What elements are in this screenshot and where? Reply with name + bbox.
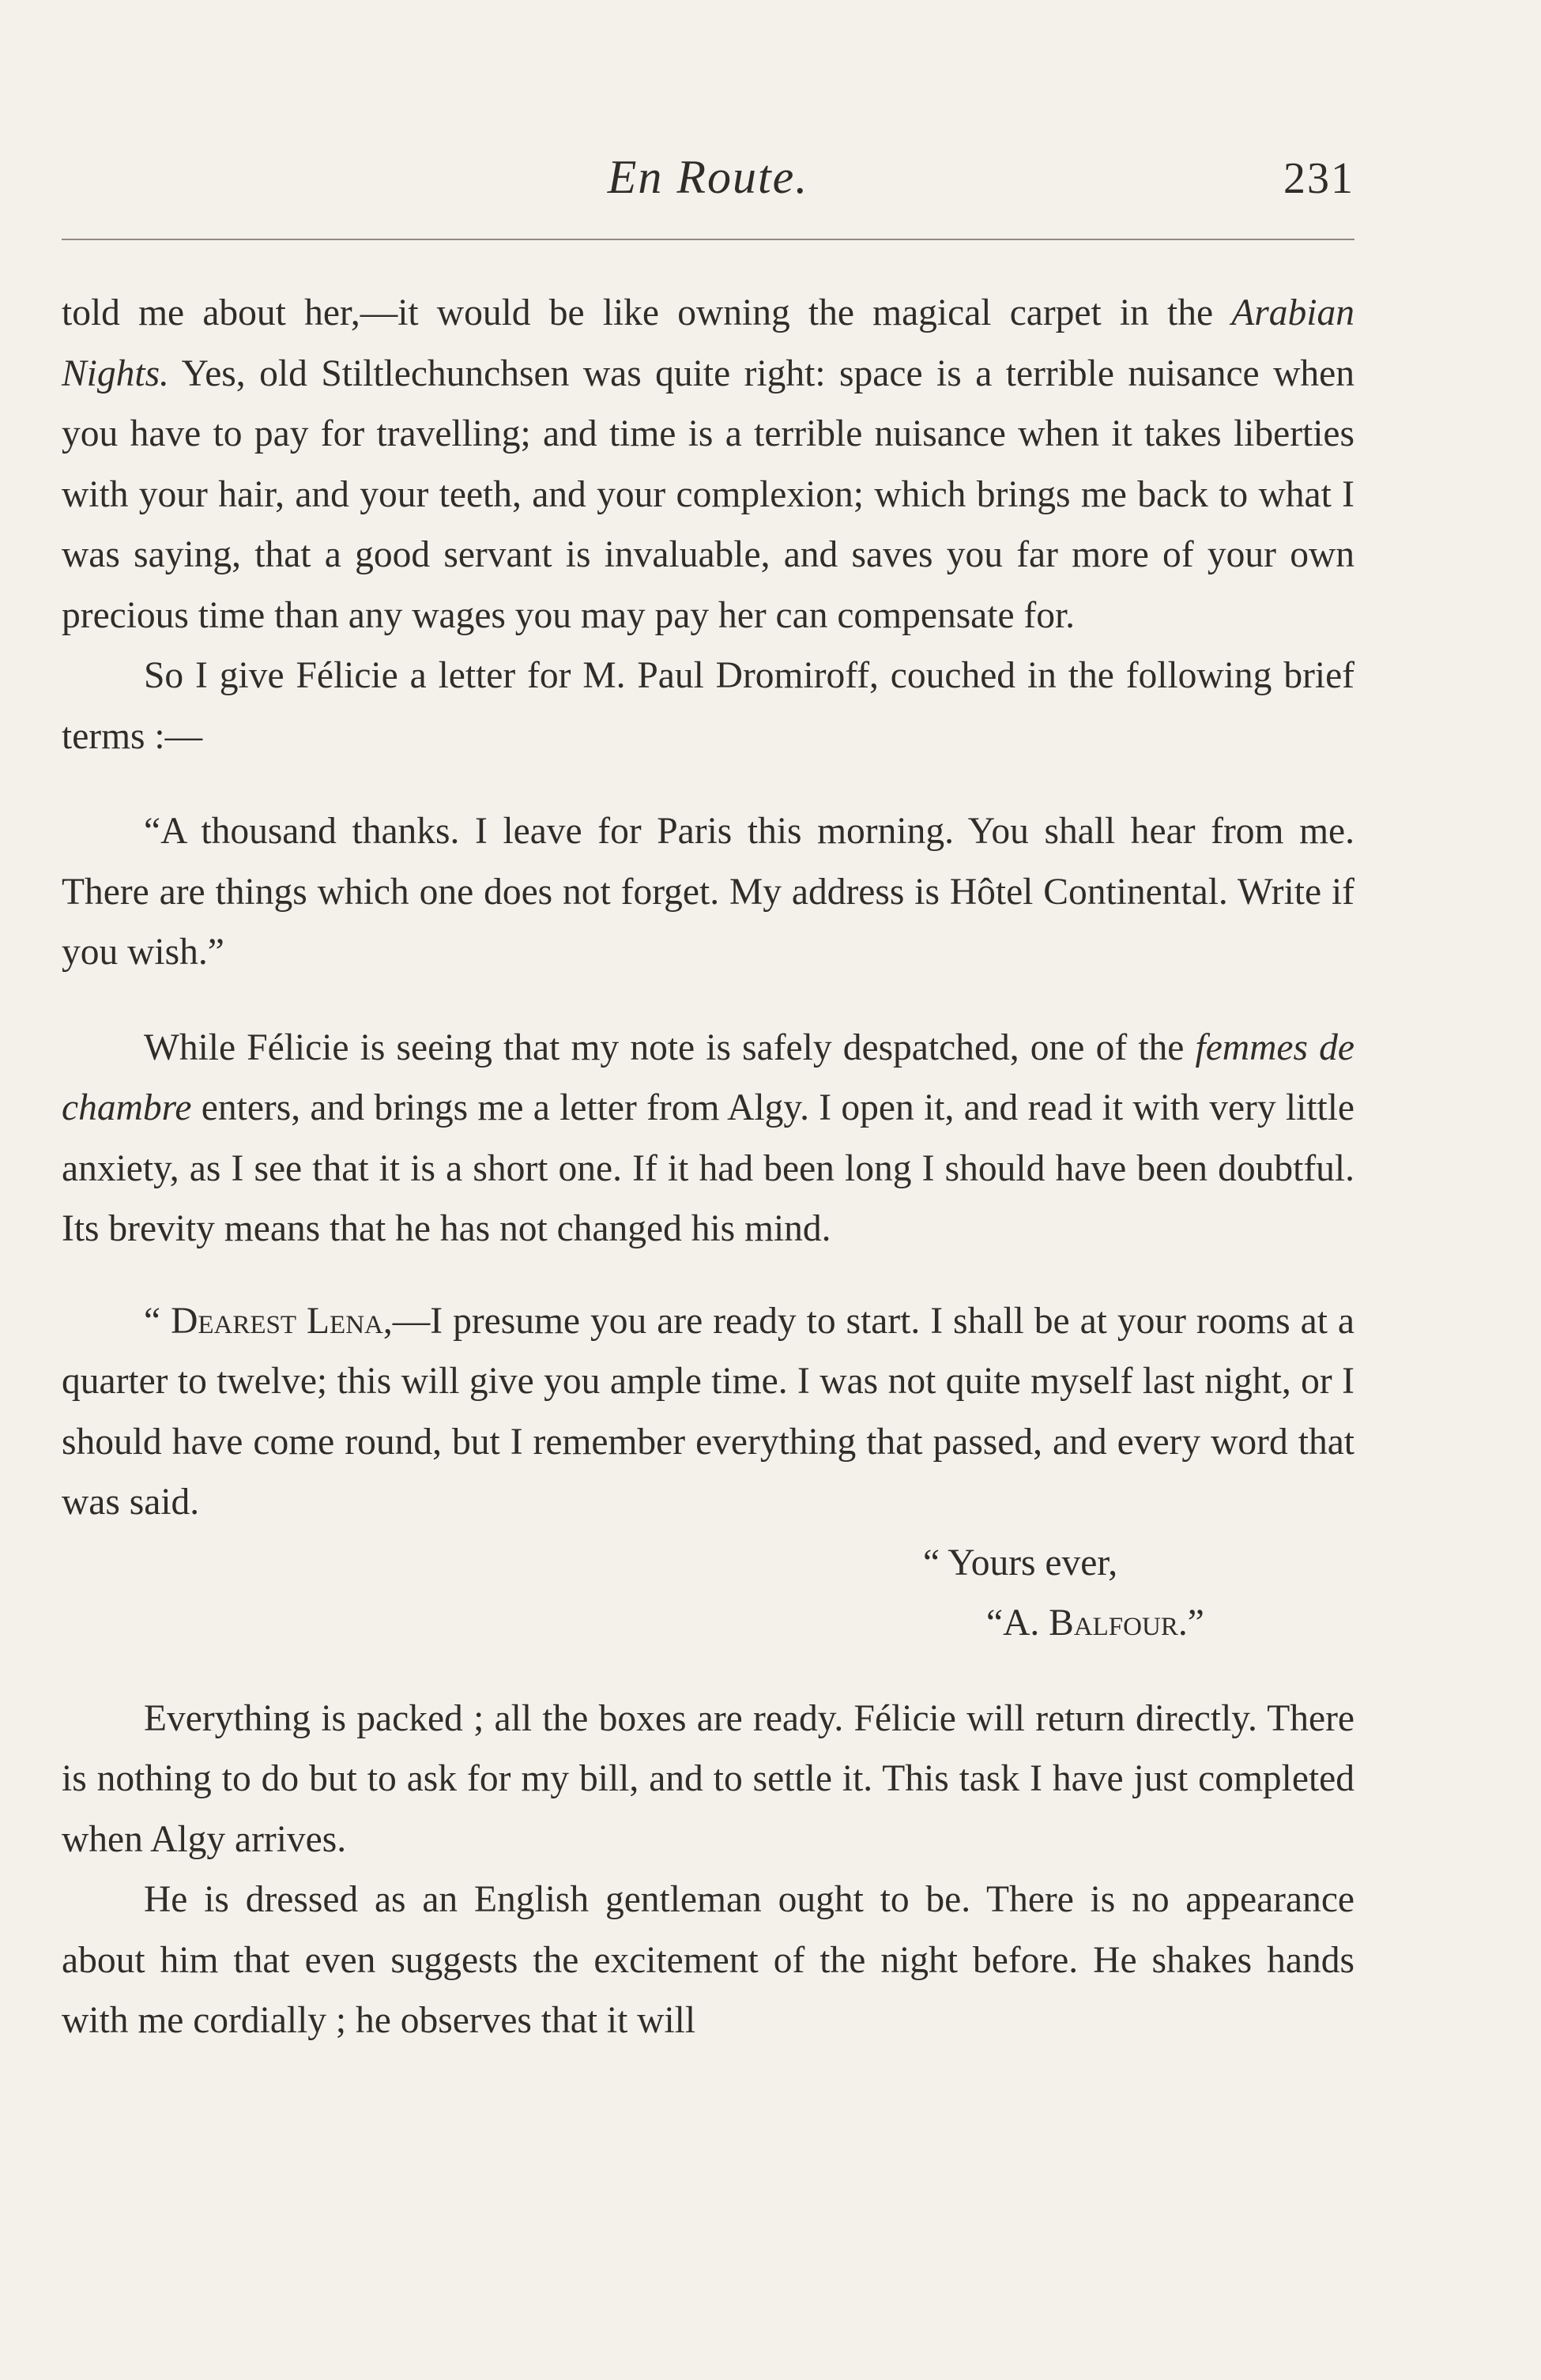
signature-prefix: “A. [986,1602,1049,1644]
paragraph-text: While Félicie is seeing that my note is safely despatched, one of the [144,1026,1196,1068]
salutation: Dearest Lena, [171,1300,393,1342]
paragraph-1 [62,283,1354,646]
page-body [62,283,1354,2051]
paragraph-4 [62,1018,1354,1260]
paragraph-text: enters, and brings me a letter from Algy. I open it, and read it with very little anxiety, as I see that it is a short one. If it had been long I should have been doubtful. Its brevity means that he has not changed his mind. [62,1087,1354,1249]
letter-signature [62,1593,1354,1654]
italic-title: Arabian Nights. [62,292,1354,394]
paragraph-6: Everything is packed ; all the boxes are ready. Félicie will return directly. There is nothing to do but to ask for my bill, and to settle it. This task I have just completed when Algy arrives. [62,1697,1354,1860]
signature-suffix: ” [1187,1602,1204,1644]
page-number: 231 [1283,154,1354,203]
paragraph-text: —I presume you are ready to start. I shall be at your rooms at a quarter to twelve; this will give you ample time. I was not quite myself last night, or I should have come round, but I remember everything that passed, and every word that was said. [62,1300,1355,1523]
paragraph-2: So I give Félicie a letter for M. Paul Dromiroff, couched in the following brief terms :— [62,655,1354,757]
running-title: En Route. [607,151,809,203]
paragraph-7: He is dressed as an English gentleman ought to be. There is no appearance about him that even suggests the excitement of the night before. He shakes hands with me cordially ; he observes that it will [62,1879,1354,2041]
letter-from-algy [62,1291,1354,1533]
running-header [62,142,1354,229]
paragraph-text: “ [144,1300,171,1342]
signature-name: Balfour. [1049,1602,1188,1644]
italic-phrase: femmes de chambre [62,1026,1354,1128]
letter-closing: “ Yours ever, [923,1542,1118,1584]
header-rule [62,239,1354,240]
paragraph-text: told me about her,—it would be like owning the magical carpet in the [62,292,1232,333]
paragraph-text: Yes, old Stiltlechunchsen was quite right: space is a terrible nuisance when you have to pay for travelling; and time is a terrible nuisance when it takes liberties with your hair, and your teeth, and your complexion; which brings me back to what I was saying, that a good servant is invaluable, and saves you far more of your own precious time than any wages you may pay her can compensate for. [62,352,1354,636]
quoted-letter: “A thousand thanks. I leave for Paris this morning. You shall hear from me. There are things which one does not forget. My address is Hôtel Continental. Write if you wish.” [62,811,1354,973]
book-page [62,142,1355,2041]
